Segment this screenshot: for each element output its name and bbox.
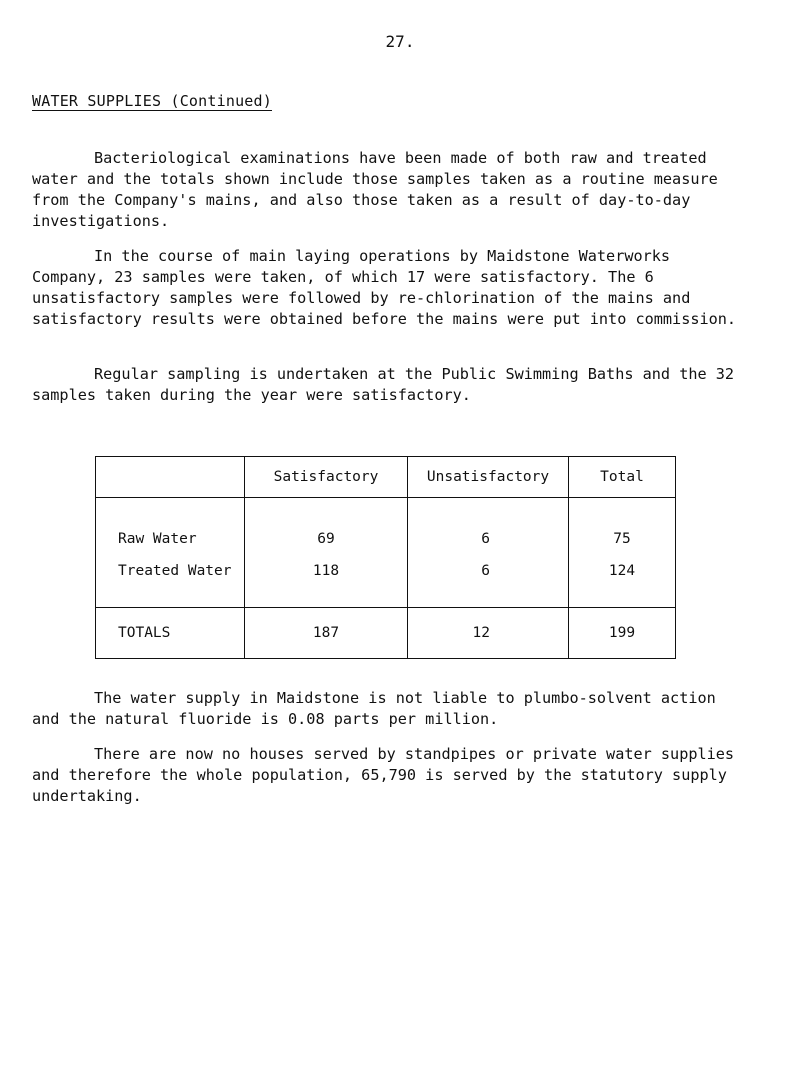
cell-treated-satisfactory: 118: [312, 563, 340, 579]
section-heading: WATER SUPPLIES (Continued): [32, 92, 272, 110]
header-unsatisfactory: Unsatisfactory: [408, 457, 569, 498]
paragraph-bacteriological: [32, 148, 752, 232]
col-unsatisfactory-values: [408, 498, 569, 608]
cell-raw-unsatisfactory: 6: [481, 531, 490, 547]
totals-unsatisfactory: 12: [408, 608, 569, 659]
sample-results-table: [95, 456, 676, 659]
header-satisfactory: Satisfactory: [245, 457, 408, 498]
cell-raw-total: 75: [613, 531, 631, 547]
paragraph-standpipes: [32, 744, 752, 807]
header-total: Total: [569, 457, 676, 498]
table-row-totals: [96, 608, 676, 659]
paragraph-text: There are now no houses served by standpipes or private water supplies and therefore the whole population, 65,790 is served by the statutory supply undertaking.: [32, 745, 735, 805]
paragraph-text: In the course of main laying operations by Maidstone Waterworks Company, 23 samples were taken, of which 17 were satisfactory. The 6 unsatisfactory samples were followed by re-chlorination of the mains and satisfactory results were obtained before the mains were put into commission.: [32, 247, 737, 328]
table-header-row: [96, 457, 676, 498]
totals-satisfactory: 187: [245, 608, 408, 659]
paragraph-plumbo-solvent: [32, 688, 752, 730]
page-number: 27.: [385, 32, 415, 51]
paragraph-main-laying: [32, 246, 752, 330]
header-blank: [96, 457, 245, 498]
col-satisfactory-values: [245, 498, 408, 608]
paragraph-swimming-baths: [32, 364, 752, 406]
paragraph-text: Bacteriological examinations have been made of both raw and treated water and the totals shown include those samples taken as a routine measure from the Company's mains, and also those taken as a result of day-to-day investigations.: [32, 149, 718, 230]
col-total-values: [569, 498, 676, 608]
table-row-data: [96, 498, 676, 608]
cell-treated-total: 124: [608, 563, 636, 579]
cell-raw-satisfactory: 69: [317, 531, 335, 547]
row-label-treated-water: Treated Water: [118, 563, 232, 579]
paragraph-text: The water supply in Maidstone is not liable to plumbo-solvent action and the natural fluoride is 0.08 parts per million.: [32, 689, 716, 728]
paragraph-text: Regular sampling is undertaken at the Public Swimming Baths and the 32 samples taken during the year were satisfactory.: [32, 365, 735, 404]
totals-label: TOTALS: [96, 608, 245, 659]
row-labels: [96, 498, 245, 608]
row-label-raw-water: Raw Water: [118, 531, 197, 547]
totals-total: 199: [569, 608, 676, 659]
cell-treated-unsatisfactory: 6: [481, 563, 490, 579]
